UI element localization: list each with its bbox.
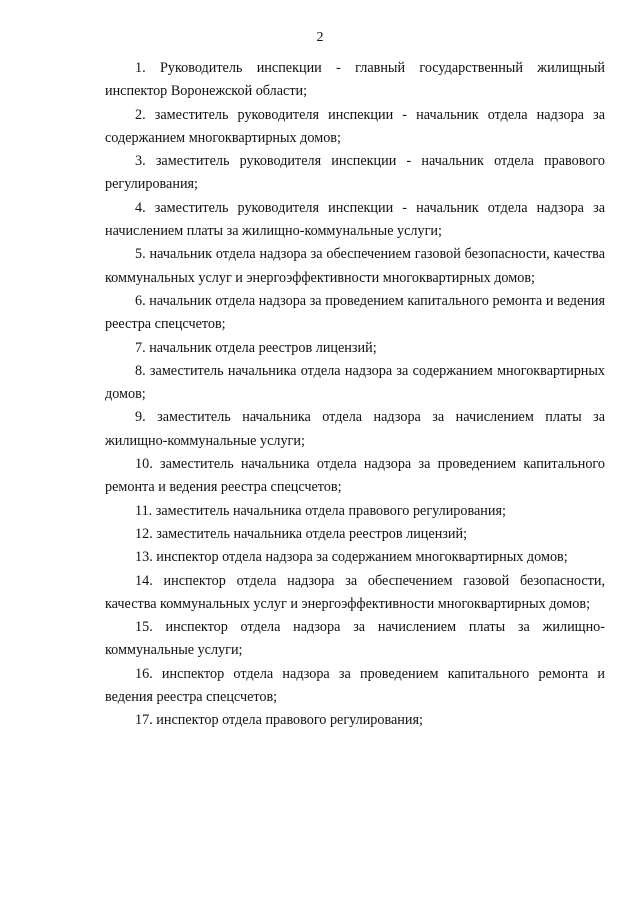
list-item: 12. заместитель начальника отдела реестров лицензий; xyxy=(135,525,468,542)
page-number: 2 xyxy=(316,30,324,45)
list-item: 17. инспектор отдела правового регулирования; xyxy=(135,712,423,729)
list-item: 16. инспектор отдела надзора за проведением капитального ремонта и ведения реестра спецсчетов; xyxy=(105,665,605,706)
list-item: 5. начальник отдела надзора за обеспечением газовой безопасности, качества коммунальных услуг и энергоэффективности многоквартирных домов; xyxy=(105,246,605,286)
position-list xyxy=(105,57,605,733)
list-item: 8. заместитель начальника отдела надзора за содержанием многоквартирных домов; xyxy=(105,362,605,403)
list-item: 4. заместитель руководителя инспекции - начальник отдела надзора за начислением платы за жилищно-коммунальные услуги; xyxy=(105,199,605,240)
list-item: 15. инспектор отдела надзора за начислением платы за жилищно-коммунальные услуги; xyxy=(105,619,605,659)
list-item: 9. заместитель начальника отдела надзора за начислением платы за жилищно-коммунальные услуги; xyxy=(105,409,605,449)
list-item: 14. инспектор отдела надзора за обеспечением газовой безопасности, качества коммунальных услуг и энергоэффективности многоквартирных домов; xyxy=(105,572,605,612)
list-item: 11. заместитель начальника отдела правового регулирования; xyxy=(135,502,506,519)
list-item: 3. заместитель руководителя инспекции - начальник отдела правового регулирования; xyxy=(105,153,605,193)
list-item: 1. Руководитель инспекции - главный государственный жилищный инспектор Воронежской области; xyxy=(105,60,605,100)
list-item: 7. начальник отдела реестров лицензий; xyxy=(135,339,377,356)
list-item: 2. заместитель руководителя инспекции - начальник отдела надзора за содержанием многоквартирных домов; xyxy=(105,106,605,146)
list-item: 10. заместитель начальника отдела надзора за проведением капитального ремонта и ведения реестра спецсчетов; xyxy=(105,456,605,496)
list-item: 6. начальник отдела надзора за проведением капитального ремонта и ведения реестра спецсчетов; xyxy=(105,292,605,333)
list-item: 13. инспектор отдела надзора за содержанием многоквартирных домов; xyxy=(135,549,568,566)
